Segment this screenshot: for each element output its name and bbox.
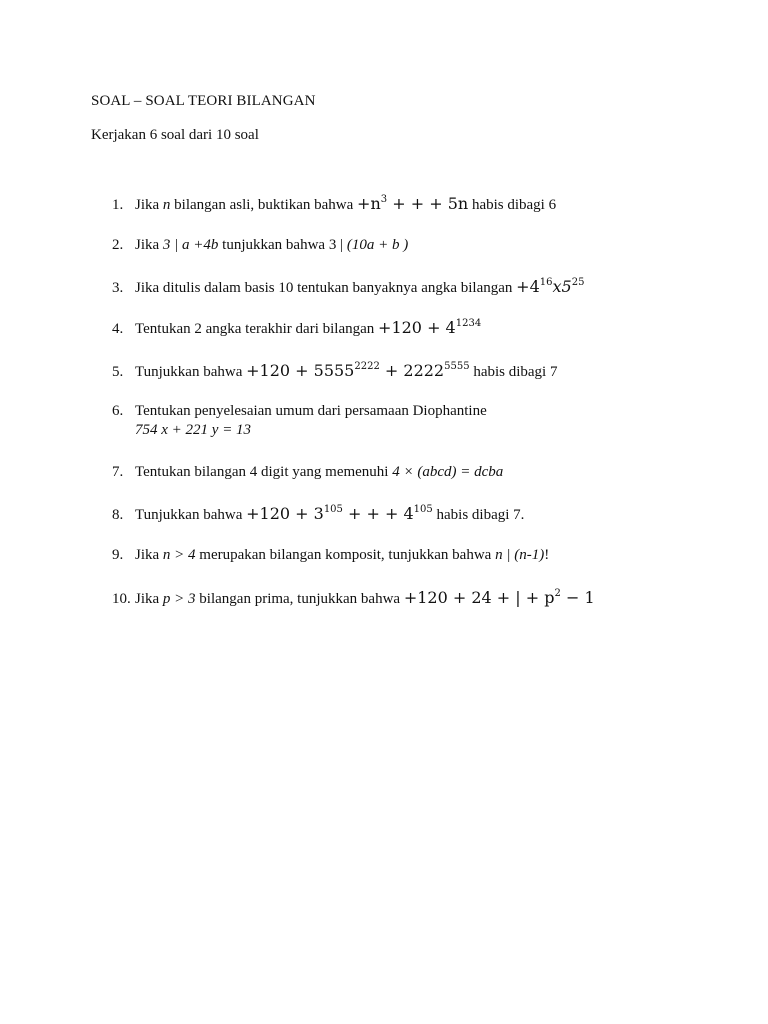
problem-text: Tentukan penyelesaian umum dari persamaan Diophantine <box>135 403 487 419</box>
math-exponent: 16 <box>539 277 553 288</box>
math-expression <box>516 277 584 296</box>
problem-5 <box>112 361 557 382</box>
math-expression <box>378 318 481 337</box>
instruction-text: Kerjakan 6 soal dari 10 soal <box>91 127 259 143</box>
math-exponent: 105 <box>413 504 433 515</box>
problem-6 <box>112 401 487 421</box>
math-exponent: 2 <box>554 588 561 599</box>
problem-6-equation: 754 x + 221 y = 13 <box>135 422 252 438</box>
problem-text: Jika <box>135 197 163 213</box>
problem-number: 5. <box>112 364 124 380</box>
problem-text: bilangan prima, tunjukkan bahwa <box>195 591 404 607</box>
math-term: +4 <box>516 277 540 296</box>
math-expression: n > 4 <box>162 547 196 563</box>
math-exponent: 25 <box>571 277 585 288</box>
problem-text: Jika ditulis dalam basis 10 tentukan banyaknya angka bilangan <box>135 280 517 296</box>
math-expression: 4 × (abcd) = dcba <box>392 464 504 480</box>
math-expression <box>357 194 468 213</box>
math-expression: p > 3 <box>162 591 196 607</box>
problem-4 <box>112 318 481 339</box>
problem-number: 4. <box>112 321 124 337</box>
math-exponent: 105 <box>323 504 343 515</box>
problem-number: 9. <box>112 547 124 563</box>
math-expression <box>246 504 433 523</box>
problem-3 <box>112 277 584 298</box>
problem-10 <box>112 588 595 609</box>
problem-number: 7. <box>112 464 124 480</box>
math-term: x5 <box>552 277 572 296</box>
math-term: + + + 5n <box>387 194 469 213</box>
problem-text: Tunjukkan bahwa <box>135 364 247 380</box>
problem-text: habis dibagi 6 <box>468 197 557 213</box>
problem-text: tunjukkan bahwa 3 | <box>218 237 347 253</box>
math-expression: 3 | a +4b <box>162 237 219 253</box>
math-term: +120 + 3 <box>246 504 324 523</box>
problem-number: 2. <box>112 237 124 253</box>
problem-text: Tentukan 2 angka terakhir dari bilangan <box>135 321 379 337</box>
problem-number: 1. <box>112 197 124 213</box>
problem-text: Jika <box>135 237 163 253</box>
problem-8 <box>112 504 524 525</box>
problem-text: ! <box>544 547 550 563</box>
problem-number: 3. <box>112 280 124 296</box>
math-expression: (10a + b ) <box>346 237 409 253</box>
problem-text: habis dibagi 7. <box>432 507 525 523</box>
math-exponent: 1234 <box>455 318 482 329</box>
problem-text: Jika <box>135 591 163 607</box>
problem-text: Tentukan bilangan 4 digit yang memenuhi <box>135 464 393 480</box>
math-term: +n <box>357 194 381 213</box>
math-expression: n | (n-1) <box>495 547 545 563</box>
math-term: + + + 4 <box>342 504 414 523</box>
math-expression <box>404 588 595 607</box>
problem-1 <box>112 194 556 215</box>
variable: n <box>162 197 171 213</box>
problem-9 <box>112 545 549 565</box>
math-term: +120 + 5555 <box>246 361 355 380</box>
math-term: +120 + 4 <box>378 318 456 337</box>
problem-number: 10. <box>112 591 131 607</box>
problem-2 <box>112 235 408 255</box>
document-title: SOAL – SOAL TEORI BILANGAN <box>91 93 316 109</box>
problem-text: Tunjukkan bahwa <box>135 507 247 523</box>
math-term: +120 + 24 + | + p <box>403 588 555 607</box>
problem-7 <box>112 462 503 482</box>
math-exponent: 2222 <box>354 361 380 372</box>
problem-number: 6. <box>112 403 124 419</box>
math-expression <box>246 361 469 380</box>
math-exponent: 5555 <box>444 361 470 372</box>
math-exponent: 3 <box>380 194 388 205</box>
math-term: − 1 <box>560 588 595 607</box>
problem-text: habis dibagi 7 <box>469 364 558 380</box>
problem-text: Jika <box>135 547 163 563</box>
math-term: + 2222 <box>379 361 445 380</box>
problem-text: bilangan asli, buktikan bahwa <box>170 197 358 213</box>
problem-text: merupakan bilangan komposit, tunjukkan bahwa <box>195 547 496 563</box>
problem-number: 8. <box>112 507 124 523</box>
